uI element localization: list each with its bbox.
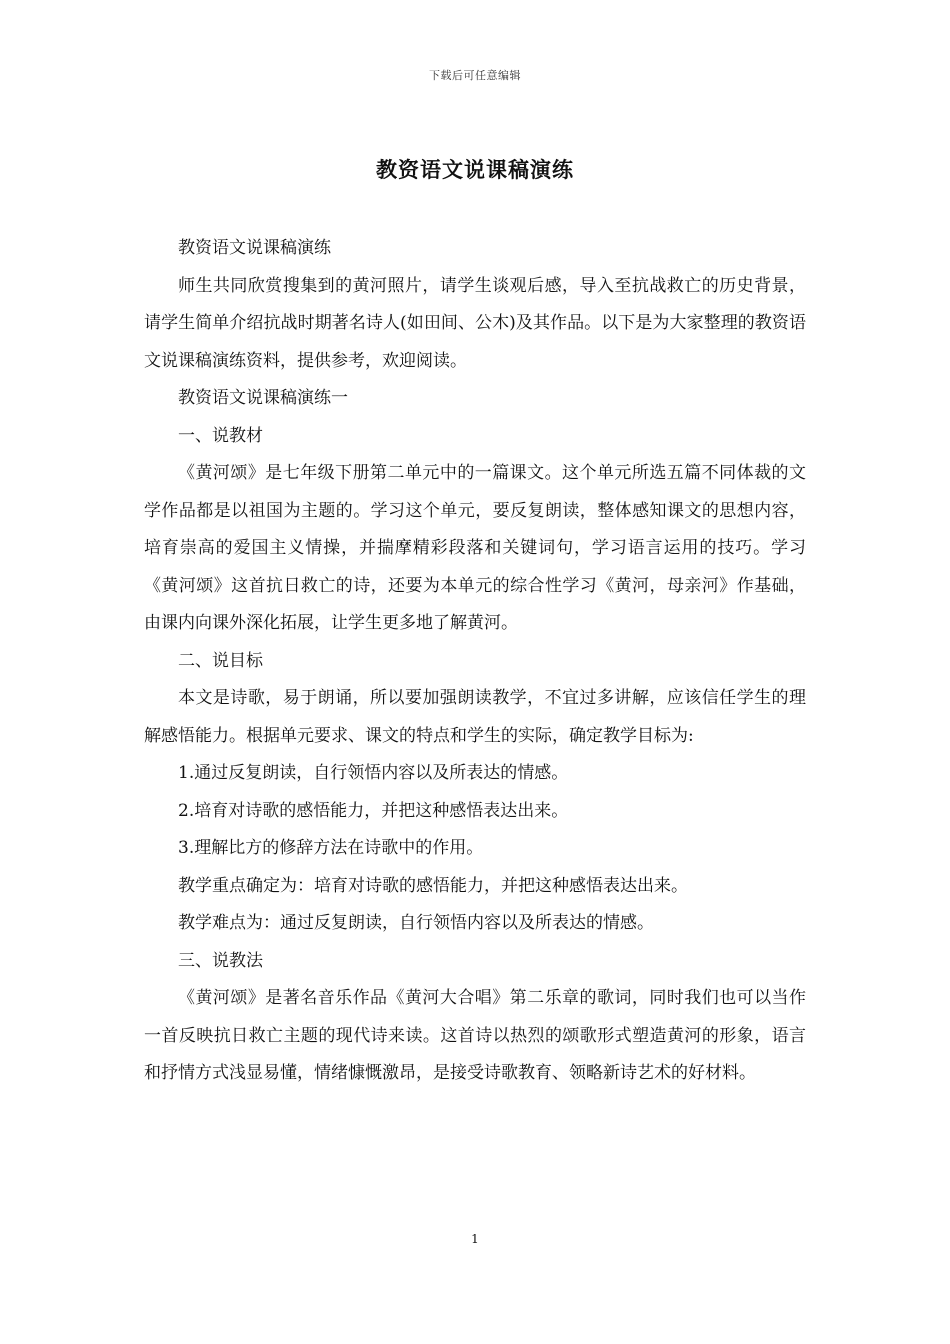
body-paragraph: 《黄河颂》是著名音乐作品《黄河大合唱》第二乐章的歌词，同时我们也可以当作一首反映抗日救亡主题的现代诗来读。这首诗以热烈的颂歌形式塑造黄河的形象，语言和抒情方式浅显易懂，情绪慷慨激昂，是接受诗歌教育、领略新诗艺术的好材料。: [144, 988, 806, 1083]
body-paragraph: 教资语文说课稿演练一: [178, 388, 348, 408]
body-paragraph: 教学重点确定为：培育对诗歌的感悟能力，并把这种感悟表达出来。: [178, 875, 688, 896]
page-header-note: 下载后可任意编辑: [429, 69, 521, 82]
section-heading: 一、说教材: [178, 425, 263, 446]
list-item: 1.通过反复朗读，自行领悟内容以及所表达的情感。: [178, 763, 569, 783]
section-heading: 三、说教法: [178, 950, 263, 971]
section-heading: 二、说目标: [178, 650, 263, 671]
page-number: 1: [471, 1232, 479, 1246]
body-paragraph: 本文是诗歌，易于朗诵，所以要加强朗读教学，不宜过多讲解，应该信任学生的理解感悟能力。根据单元要求、课文的特点和学生的实际，确定教学目标为:: [144, 688, 806, 746]
body-paragraph: 《黄河颂》是七年级下册第二单元中的一篇课文。这个单元所选五篇不同体裁的文学作品都是以祖国为主题的。学习这个单元，要反复朗读，整体感知课文的思想内容，培育崇高的爱国主义情操，并揣摩精彩段落和关键词句，学习语言运用的技巧。学习《黄河颂》这首抗日救亡的诗，还要为本单元的综合性学习《黄河，母亲河》作基础，由课内向课外深化拓展，让学生更多地了解黄河。: [144, 463, 806, 633]
body-paragraph: 师生共同欣赏搜集到的黄河照片，请学生谈观后感，导入至抗战救亡的历史背景，请学生简单介绍抗战时期著名诗人(如田间、公木)及其作品。以下是为大家整理的教资语文说课稿演练资料，提供参考，欢迎阅读。: [144, 275, 806, 371]
document-title: 教资语文说课稿演练: [376, 157, 574, 182]
body-paragraph: 教资语文说课稿演练: [178, 238, 331, 258]
list-item: 3.理解比方的修辞方法在诗歌中的作用。: [178, 838, 484, 858]
body-paragraph: 教学难点为：通过反复朗读，自行领悟内容以及所表达的情感。: [178, 913, 654, 933]
document-body: [144, 230, 806, 1093]
list-item: 2.培育对诗歌的感悟能力，并把这种感悟表达出来。: [178, 800, 569, 821]
